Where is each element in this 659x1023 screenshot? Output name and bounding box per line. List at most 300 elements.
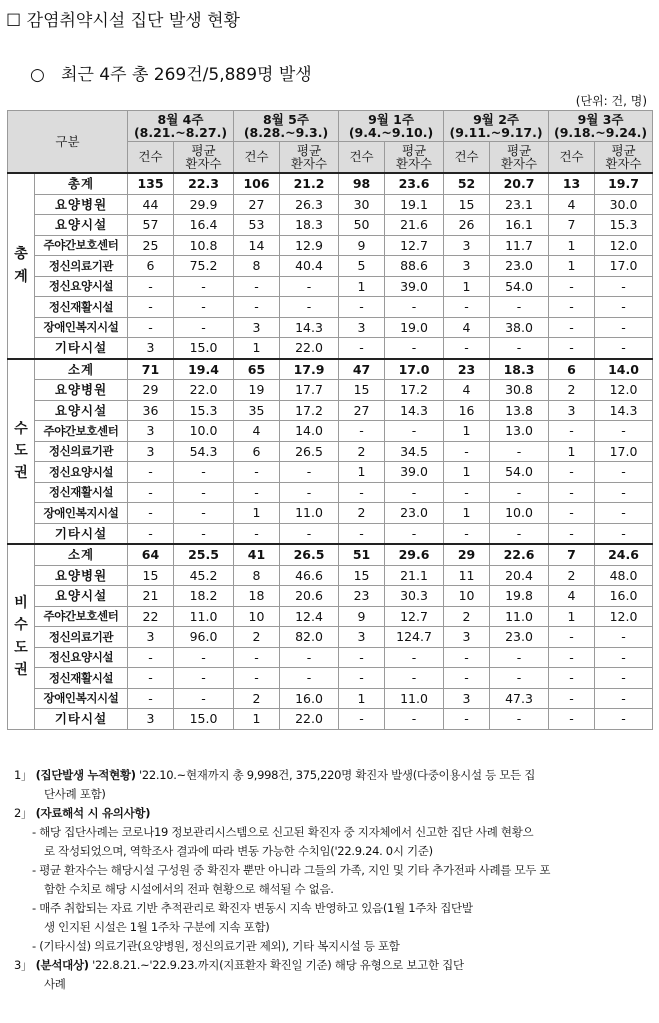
note-1-title: (집단발생 누적현황) <box>35 768 136 782</box>
cell-avg-patients: 23.6 <box>385 173 444 194</box>
cell-cases: 3 <box>128 338 174 359</box>
cell-avg-patients: 124.7 <box>385 627 444 648</box>
cell-avg-patients: - <box>385 647 444 668</box>
cell-cases: - <box>128 276 174 297</box>
cell-avg-patients: 15.0 <box>174 338 234 359</box>
cell-cases: - <box>549 647 595 668</box>
table-row <box>8 441 653 462</box>
cell-avg-patients: 29.6 <box>385 544 444 565</box>
cell-avg-patients: 46.6 <box>280 565 339 586</box>
header-week <box>549 111 653 142</box>
cell-avg-patients: 11.0 <box>174 606 234 627</box>
table-row <box>8 421 653 442</box>
cell-avg-patients: 20.6 <box>280 586 339 607</box>
cell-cases: 10 <box>444 586 490 607</box>
cell-avg-patients: 12.7 <box>385 606 444 627</box>
summary-text: 최근 4주 총 269건/5,889명 발생 <box>61 65 312 85</box>
cell-avg-patients: 17.7 <box>280 380 339 401</box>
cell-cases: 3 <box>339 317 385 338</box>
table-row <box>8 235 653 256</box>
cell-avg-patients: - <box>385 421 444 442</box>
cell-avg-patients: 12.9 <box>280 235 339 256</box>
cell-avg-patients: - <box>490 297 549 318</box>
header-cases: 건수 <box>549 142 595 174</box>
cell-cases: 15 <box>339 565 385 586</box>
table-row <box>8 668 653 689</box>
cell-cases: 15 <box>339 380 385 401</box>
cell-avg-patients: - <box>490 668 549 689</box>
cell-cases: 21 <box>128 586 174 607</box>
note-3 <box>14 956 654 975</box>
cell-avg-patients: 23.0 <box>490 256 549 277</box>
cell-avg-patients: 22.0 <box>280 338 339 359</box>
cell-avg-patients: 12.0 <box>595 380 653 401</box>
cell-cases: 51 <box>339 544 385 565</box>
cell-avg-patients: 17.2 <box>280 400 339 421</box>
cell-cases: 9 <box>339 235 385 256</box>
table-row <box>8 338 653 359</box>
cell-avg-patients: 25.5 <box>174 544 234 565</box>
cell-avg-patients: 13.8 <box>490 400 549 421</box>
cell-cases: - <box>339 482 385 503</box>
week-label: 9월 3주 <box>577 111 624 127</box>
cell-avg-patients: - <box>595 668 653 689</box>
cell-cases: 1 <box>444 503 490 524</box>
cell-cases: - <box>128 688 174 709</box>
cell-cases: - <box>549 523 595 544</box>
cell-cases: 25 <box>128 235 174 256</box>
cell-avg-patients: - <box>595 482 653 503</box>
cell-avg-patients: - <box>174 482 234 503</box>
cell-cases: - <box>234 647 280 668</box>
facility-category: 장애인복지시설 <box>35 503 128 524</box>
cell-avg-patients: 14.3 <box>595 400 653 421</box>
facility-category: 기타시설 <box>35 523 128 544</box>
header-avg-patients: 평균 환자수 <box>595 142 653 174</box>
note-1-text: '22.10.~현재까지 총 9,998건, 375,220명 확진자 발생(다중이용시설 등 모든 집 <box>135 768 536 782</box>
note-3-text: '22.8.21.~'22.9.23.까지(지표환자 확진일 기준) 해당 유형으로 보고한 집단 <box>88 958 464 972</box>
cell-cases: 65 <box>234 359 280 380</box>
facility-category: 장애인복지시설 <box>35 688 128 709</box>
cell-avg-patients: - <box>595 503 653 524</box>
facility-category: 총계 <box>35 173 128 194</box>
cell-avg-patients: 75.2 <box>174 256 234 277</box>
cell-cases: 3 <box>444 256 490 277</box>
cell-avg-patients: 20.4 <box>490 565 549 586</box>
table-row <box>8 709 653 730</box>
cell-cases: - <box>444 441 490 462</box>
cell-avg-patients: - <box>595 647 653 668</box>
cell-avg-patients: 17.9 <box>280 359 339 380</box>
cell-avg-patients: - <box>595 627 653 648</box>
cell-cases: - <box>549 709 595 730</box>
cell-avg-patients: - <box>595 276 653 297</box>
note-1-number: 1」 <box>14 768 33 782</box>
cell-cases: 2 <box>549 565 595 586</box>
week-label: 9월 1주 <box>368 111 414 127</box>
header-week <box>234 111 339 142</box>
table-row <box>8 627 653 648</box>
cell-avg-patients: 17.2 <box>385 380 444 401</box>
cell-cases: 3 <box>128 421 174 442</box>
cell-cases: - <box>549 297 595 318</box>
cell-cases: 2 <box>339 441 385 462</box>
cell-avg-patients: - <box>595 462 653 483</box>
facility-category: 소계 <box>35 544 128 565</box>
cell-avg-patients: 16.1 <box>490 215 549 236</box>
facility-category: 정신요양시설 <box>35 462 128 483</box>
note-2-number: 2」 <box>14 806 33 820</box>
facility-category: 기타시설 <box>35 709 128 730</box>
cell-avg-patients: - <box>174 688 234 709</box>
cell-avg-patients: 14.3 <box>280 317 339 338</box>
cell-cases: 2 <box>549 380 595 401</box>
cell-cases: - <box>234 297 280 318</box>
note-3-title: (분석대상) <box>35 958 89 972</box>
table-row <box>8 215 653 236</box>
cell-avg-patients: 21.2 <box>280 173 339 194</box>
cell-avg-patients: 88.6 <box>385 256 444 277</box>
table-row <box>8 317 653 338</box>
cell-avg-patients: - <box>595 688 653 709</box>
outbreak-table <box>7 110 653 730</box>
facility-category: 주야간보호센터 <box>35 606 128 627</box>
table-row <box>8 503 653 524</box>
facility-category: 요양시설 <box>35 586 128 607</box>
cell-avg-patients: - <box>385 523 444 544</box>
facility-category: 정신의료기관 <box>35 441 128 462</box>
cell-cases: - <box>234 462 280 483</box>
facility-category: 기타시설 <box>35 338 128 359</box>
facility-category: 요양병원 <box>35 194 128 215</box>
facility-category: 정신의료기관 <box>35 256 128 277</box>
cell-avg-patients: - <box>595 317 653 338</box>
cell-avg-patients: - <box>174 668 234 689</box>
cell-avg-patients: 22.0 <box>280 709 339 730</box>
cell-avg-patients: 47.3 <box>490 688 549 709</box>
cell-cases: 27 <box>234 194 280 215</box>
cell-avg-patients: - <box>490 523 549 544</box>
cell-cases: 27 <box>339 400 385 421</box>
cell-avg-patients: 29.9 <box>174 194 234 215</box>
cell-cases: 1 <box>444 421 490 442</box>
cell-avg-patients: 15.0 <box>174 709 234 730</box>
cell-cases: - <box>549 482 595 503</box>
facility-category: 소계 <box>35 359 128 380</box>
cell-avg-patients: 26.3 <box>280 194 339 215</box>
cell-avg-patients: 23.0 <box>490 627 549 648</box>
cell-cases: 11 <box>444 565 490 586</box>
summary-line <box>30 60 312 85</box>
facility-category: 요양병원 <box>35 380 128 401</box>
cell-avg-patients: - <box>280 276 339 297</box>
cell-avg-patients: - <box>280 297 339 318</box>
cell-avg-patients: - <box>280 482 339 503</box>
cell-cases: - <box>549 668 595 689</box>
cell-cases: 1 <box>549 606 595 627</box>
cell-cases: - <box>339 668 385 689</box>
cell-cases: 14 <box>234 235 280 256</box>
cell-cases: 98 <box>339 173 385 194</box>
cell-avg-patients: - <box>174 297 234 318</box>
cell-avg-patients: - <box>385 338 444 359</box>
cell-cases: - <box>128 523 174 544</box>
cell-cases: 2 <box>444 606 490 627</box>
page-title: ☐ 감염취약시설 집단 발생 현황 <box>6 11 240 31</box>
facility-category: 정신재활시설 <box>35 297 128 318</box>
cell-avg-patients: - <box>595 421 653 442</box>
cell-cases: 26 <box>444 215 490 236</box>
cell-cases: - <box>444 668 490 689</box>
cell-cases: - <box>128 503 174 524</box>
facility-category: 요양시설 <box>35 215 128 236</box>
cell-avg-patients: 17.0 <box>595 256 653 277</box>
cell-cases: 64 <box>128 544 174 565</box>
cell-cases: 3 <box>444 688 490 709</box>
cell-avg-patients: - <box>490 709 549 730</box>
cell-avg-patients: 26.5 <box>280 441 339 462</box>
week-range: (8.28.~9.3.) <box>243 125 329 140</box>
cell-avg-patients: - <box>490 441 549 462</box>
table-row <box>8 586 653 607</box>
facility-category: 주야간보호센터 <box>35 421 128 442</box>
cell-avg-patients: 21.1 <box>385 565 444 586</box>
cell-cases: 3 <box>549 400 595 421</box>
cell-avg-patients: 22.6 <box>490 544 549 565</box>
cell-cases: 6 <box>128 256 174 277</box>
cell-cases: 44 <box>128 194 174 215</box>
cell-avg-patients: - <box>490 338 549 359</box>
facility-category: 정신재활시설 <box>35 668 128 689</box>
note-2-bullet-2-cont: 함한 수치로 해당 시설에서의 전파 현황으로 해석될 수 없음. <box>44 882 334 896</box>
cell-avg-patients: - <box>385 668 444 689</box>
facility-category: 정신재활시설 <box>35 482 128 503</box>
cell-avg-patients: 16.4 <box>174 215 234 236</box>
cell-cases: 1 <box>549 256 595 277</box>
cell-cases: - <box>128 297 174 318</box>
note-2 <box>14 804 654 823</box>
cell-cases: - <box>339 523 385 544</box>
cell-cases: - <box>549 317 595 338</box>
cell-avg-patients: 10.0 <box>490 503 549 524</box>
cell-avg-patients: 48.0 <box>595 565 653 586</box>
table-row <box>8 482 653 503</box>
table-row <box>8 688 653 709</box>
cell-cases: 106 <box>234 173 280 194</box>
note-3-number: 3」 <box>14 958 33 972</box>
cell-cases: 1 <box>234 338 280 359</box>
cell-cases: - <box>339 338 385 359</box>
cell-avg-patients: 18.3 <box>490 359 549 380</box>
cell-cases: 1 <box>549 235 595 256</box>
cell-avg-patients: - <box>174 462 234 483</box>
note-1-cont: 단사례 포함) <box>44 787 106 801</box>
header-avg-patients: 평균 환자수 <box>385 142 444 174</box>
cell-cases: 1 <box>339 462 385 483</box>
cell-avg-patients: - <box>174 317 234 338</box>
note-2-bullet-4: - (기타시설) 의료기관(요양병원, 정신의료기관 제외), 기타 복지시설 등 포함 <box>32 939 400 953</box>
cell-cases: 50 <box>339 215 385 236</box>
note-2-bullet-3-cont: 생 인지된 시설은 1월 1주차 구분에 지속 포함) <box>44 920 270 934</box>
region-group: 수 도 권 <box>8 359 35 545</box>
week-label: 8월 5주 <box>263 111 309 127</box>
cell-avg-patients: 39.0 <box>385 462 444 483</box>
table-row <box>8 606 653 627</box>
cell-cases: 41 <box>234 544 280 565</box>
bullet-icon: ○ <box>30 65 45 85</box>
cell-avg-patients: 14.0 <box>595 359 653 380</box>
cell-avg-patients: 18.2 <box>174 586 234 607</box>
cell-cases: - <box>444 647 490 668</box>
cell-cases: 3 <box>234 317 280 338</box>
facility-category: 정신요양시설 <box>35 647 128 668</box>
week-label: 8월 4주 <box>157 111 204 127</box>
cell-cases: - <box>444 338 490 359</box>
cell-avg-patients: - <box>595 523 653 544</box>
cell-cases: - <box>234 482 280 503</box>
note-2-bullet-3: - 매주 취합되는 자료 기반 추적관리로 확진자 변동시 지속 반영하고 있음(1월 1주차 집단발 <box>32 901 473 915</box>
cell-cases: - <box>444 482 490 503</box>
cell-avg-patients: 21.6 <box>385 215 444 236</box>
cell-avg-patients: 11.0 <box>385 688 444 709</box>
header-avg-patients: 평균 환자수 <box>280 142 339 174</box>
table-row <box>8 297 653 318</box>
cell-cases: - <box>234 276 280 297</box>
cell-avg-patients: - <box>490 647 549 668</box>
cell-cases: - <box>128 482 174 503</box>
cell-avg-patients: - <box>280 647 339 668</box>
cell-avg-patients: 18.3 <box>280 215 339 236</box>
cell-cases: 71 <box>128 359 174 380</box>
cell-avg-patients: 15.3 <box>595 215 653 236</box>
facility-category: 요양시설 <box>35 400 128 421</box>
cell-avg-patients: 16.0 <box>595 586 653 607</box>
cell-cases: 47 <box>339 359 385 380</box>
facility-category: 요양병원 <box>35 565 128 586</box>
cell-cases: 3 <box>444 235 490 256</box>
cell-avg-patients: 39.0 <box>385 276 444 297</box>
cell-cases: 19 <box>234 380 280 401</box>
cell-cases: 53 <box>234 215 280 236</box>
cell-avg-patients: - <box>385 482 444 503</box>
cell-avg-patients: 30.0 <box>595 194 653 215</box>
cell-cases: 3 <box>128 441 174 462</box>
cell-cases: 52 <box>444 173 490 194</box>
note-2-bullet-1: - 해당 집단사례는 코로나19 정보관리시스템으로 신고된 확진자 중 지자체에서 신고한 집단 사례 현황으 <box>32 825 534 839</box>
cell-avg-patients: 17.0 <box>385 359 444 380</box>
cell-cases: 29 <box>128 380 174 401</box>
cell-avg-patients: 40.4 <box>280 256 339 277</box>
header-week <box>128 111 234 142</box>
region-group: 총 계 <box>8 173 35 359</box>
cell-avg-patients: 24.6 <box>595 544 653 565</box>
cell-avg-patients: 11.7 <box>490 235 549 256</box>
cell-avg-patients: 30.3 <box>385 586 444 607</box>
cell-cases: 3 <box>339 627 385 648</box>
cell-cases: - <box>549 627 595 648</box>
cell-avg-patients: 96.0 <box>174 627 234 648</box>
cell-cases: 16 <box>444 400 490 421</box>
cell-cases: 4 <box>549 586 595 607</box>
cell-cases: 1 <box>444 276 490 297</box>
cell-cases: 1 <box>339 276 385 297</box>
cell-cases: 1 <box>234 503 280 524</box>
cell-cases: - <box>549 421 595 442</box>
header-gubun: 구분 <box>8 111 128 174</box>
unit-label: (단위: 건, 명) <box>575 94 647 108</box>
cell-cases: 22 <box>128 606 174 627</box>
week-range: (9.11.~9.17.) <box>449 125 543 140</box>
cell-cases: 7 <box>549 215 595 236</box>
cell-cases: 2 <box>234 688 280 709</box>
note-2-title: (자료해석 시 유의사항) <box>35 806 151 820</box>
facility-category: 주야간보호센터 <box>35 235 128 256</box>
cell-avg-patients: 10.0 <box>174 421 234 442</box>
cell-avg-patients: - <box>174 503 234 524</box>
cell-cases: - <box>128 647 174 668</box>
cell-avg-patients: - <box>174 523 234 544</box>
cell-avg-patients: - <box>174 647 234 668</box>
table-row <box>8 173 653 194</box>
cell-cases: - <box>444 523 490 544</box>
cell-cases: - <box>549 338 595 359</box>
header-week <box>444 111 549 142</box>
cell-cases: - <box>549 276 595 297</box>
cell-cases: 18 <box>234 586 280 607</box>
cell-avg-patients: - <box>490 482 549 503</box>
cell-cases: - <box>128 317 174 338</box>
table-row <box>8 256 653 277</box>
cell-avg-patients: 19.7 <box>595 173 653 194</box>
cell-avg-patients: 16.0 <box>280 688 339 709</box>
cell-avg-patients: 10.8 <box>174 235 234 256</box>
cell-cases: 13 <box>549 173 595 194</box>
cell-cases: 6 <box>234 441 280 462</box>
table-row <box>8 380 653 401</box>
cell-cases: - <box>444 709 490 730</box>
cell-cases: - <box>549 503 595 524</box>
table-row <box>8 523 653 544</box>
week-range: (9.4.~9.10.) <box>348 125 434 140</box>
cell-cases: - <box>128 668 174 689</box>
cell-avg-patients: - <box>280 668 339 689</box>
cell-cases: 135 <box>128 173 174 194</box>
facility-category: 정신요양시설 <box>35 276 128 297</box>
cell-cases: - <box>549 462 595 483</box>
table-row <box>8 462 653 483</box>
cell-avg-patients: 19.1 <box>385 194 444 215</box>
table-row <box>8 194 653 215</box>
cell-cases: 15 <box>128 565 174 586</box>
cell-cases: 9 <box>339 606 385 627</box>
cell-avg-patients: 19.8 <box>490 586 549 607</box>
cell-avg-patients: 23.1 <box>490 194 549 215</box>
cell-cases: 1 <box>339 688 385 709</box>
cell-cases: - <box>444 297 490 318</box>
cell-avg-patients: - <box>595 297 653 318</box>
cell-cases: 3 <box>128 627 174 648</box>
cell-cases: 4 <box>444 380 490 401</box>
cell-cases: 3 <box>444 627 490 648</box>
cell-cases: 29 <box>444 544 490 565</box>
cell-avg-patients: 23.0 <box>385 503 444 524</box>
cell-avg-patients: 14.3 <box>385 400 444 421</box>
note-1 <box>14 766 654 785</box>
cell-avg-patients: - <box>385 709 444 730</box>
table-row <box>8 544 653 565</box>
cell-avg-patients: 20.7 <box>490 173 549 194</box>
cell-cases: - <box>339 421 385 442</box>
